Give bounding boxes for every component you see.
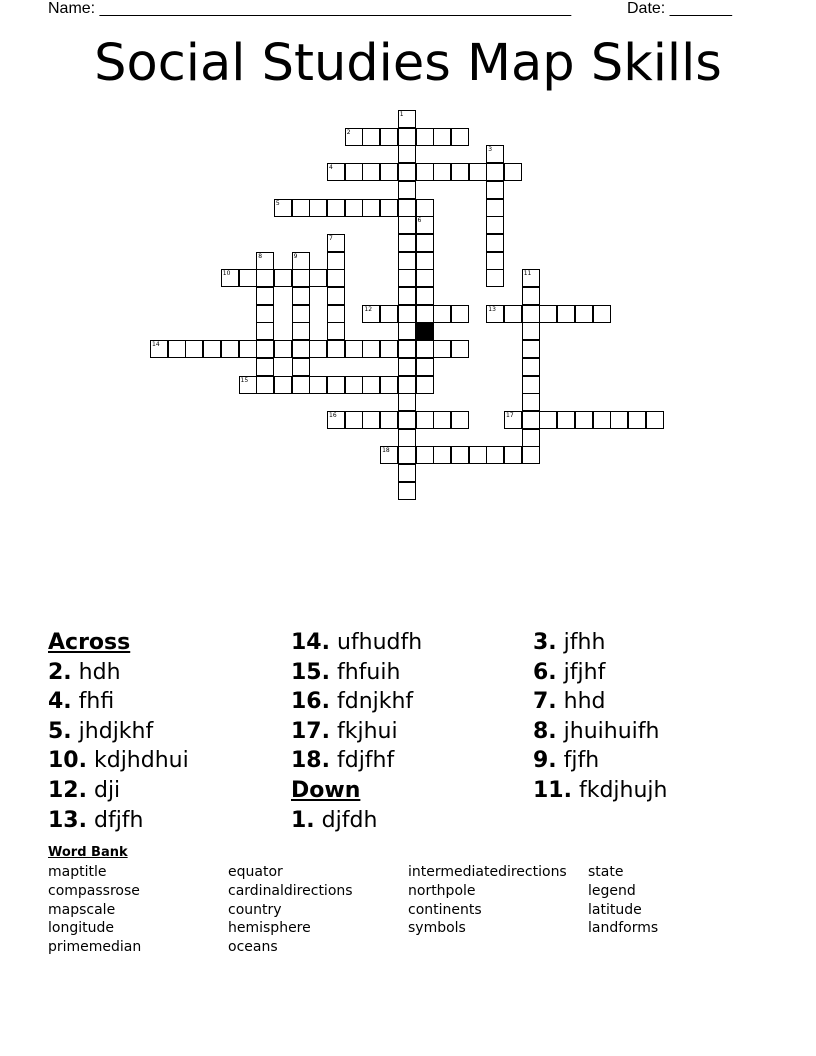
crossword-black-cell xyxy=(416,322,434,340)
word-bank-column-1 xyxy=(48,863,141,957)
crossword-cell[interactable] xyxy=(398,482,416,500)
crossword-cell[interactable] xyxy=(380,199,398,217)
crossword-cell[interactable] xyxy=(398,181,416,199)
crossword-cell[interactable] xyxy=(327,234,345,252)
crossword-cell[interactable] xyxy=(327,305,345,323)
word-bank-item: legend xyxy=(588,882,636,899)
clue-across-13: 13. dfjfh xyxy=(48,807,144,833)
clue-down-8: 8. jhuihuifh xyxy=(533,718,660,744)
crossword-cell[interactable] xyxy=(292,287,310,305)
crossword-cell[interactable] xyxy=(380,376,398,394)
clue-number: 7 xyxy=(329,234,333,242)
date-field[interactable]: Date: _______ xyxy=(627,0,732,17)
clues-column-3 xyxy=(533,628,668,806)
crossword-cell[interactable] xyxy=(451,411,469,429)
crossword-cell[interactable] xyxy=(398,110,416,128)
crossword-cell[interactable] xyxy=(327,287,345,305)
crossword-cell[interactable] xyxy=(185,340,203,358)
crossword-cell[interactable] xyxy=(150,340,168,358)
crossword-cell[interactable] xyxy=(398,376,416,394)
crossword-cell[interactable] xyxy=(398,305,416,323)
crossword-cell[interactable] xyxy=(433,340,451,358)
crossword-cell[interactable] xyxy=(362,199,380,217)
clue-number: 11 xyxy=(523,270,532,278)
crossword-cell[interactable] xyxy=(309,376,327,394)
crossword-cell[interactable] xyxy=(327,322,345,340)
clue-number: 5 xyxy=(275,199,280,207)
crossword-cell[interactable] xyxy=(292,269,310,287)
word-bank-item: oceans xyxy=(228,939,278,956)
clue-across-18: 18. fdjfhf xyxy=(291,748,395,774)
crossword-cell[interactable] xyxy=(593,305,611,323)
crossword-cell[interactable] xyxy=(504,411,522,429)
crossword-cell[interactable] xyxy=(274,340,292,358)
crossword-cell[interactable] xyxy=(416,252,434,270)
clue-number: 10 xyxy=(222,270,231,278)
crossword-cell[interactable] xyxy=(327,163,345,181)
crossword-cell[interactable] xyxy=(522,411,540,429)
crossword-cell[interactable] xyxy=(380,340,398,358)
crossword-cell[interactable] xyxy=(380,163,398,181)
crossword-cell[interactable] xyxy=(504,446,522,464)
word-bank-item: symbols xyxy=(408,920,466,937)
crossword-cell[interactable] xyxy=(256,269,274,287)
crossword-cell[interactable] xyxy=(362,340,380,358)
clue-down-3: 3. jfhh xyxy=(533,630,606,655)
crossword-cell[interactable] xyxy=(327,376,345,394)
clue-number: 15 xyxy=(240,376,249,384)
word-bank-column-4 xyxy=(588,863,658,938)
clue-across-2: 2. hdh xyxy=(48,659,121,685)
word-bank-item: state xyxy=(588,864,624,880)
word-bank-item: northpole xyxy=(408,882,476,899)
clue-number: 12 xyxy=(364,305,373,313)
crossword-cell[interactable] xyxy=(433,128,451,146)
clue-number: 9 xyxy=(293,252,298,260)
crossword-cell[interactable] xyxy=(362,305,380,323)
crossword-cell[interactable] xyxy=(398,199,416,217)
crossword-cell[interactable] xyxy=(398,145,416,163)
clue-number: 2 xyxy=(346,128,351,136)
crossword-cell[interactable] xyxy=(522,305,540,323)
crossword-cell[interactable] xyxy=(593,411,611,429)
crossword-cell[interactable] xyxy=(380,305,398,323)
clue-number: 14 xyxy=(152,341,160,349)
crossword-cell[interactable] xyxy=(433,163,451,181)
crossword-cell[interactable] xyxy=(256,358,274,376)
crossword-grid xyxy=(0,0,816,520)
crossword-cell[interactable] xyxy=(274,376,292,394)
crossword-cell[interactable] xyxy=(522,340,540,358)
crossword-cell[interactable] xyxy=(486,234,504,252)
clue-number: 18 xyxy=(382,447,390,455)
word-bank-item: compassrose xyxy=(48,882,140,899)
crossword-cell[interactable] xyxy=(398,287,416,305)
crossword-cell[interactable] xyxy=(469,163,487,181)
crossword-cell[interactable] xyxy=(398,216,416,234)
crossword-cell[interactable] xyxy=(522,322,540,340)
crossword-cell[interactable] xyxy=(221,269,239,287)
crossword-cell[interactable] xyxy=(486,163,504,181)
crossword-cell[interactable] xyxy=(380,128,398,146)
crossword-cell[interactable] xyxy=(522,446,540,464)
crossword-cell[interactable] xyxy=(433,446,451,464)
crossword-cell[interactable] xyxy=(203,340,221,358)
crossword-cell[interactable] xyxy=(274,199,292,217)
crossword-cell[interactable] xyxy=(327,252,345,270)
crossword-cell[interactable] xyxy=(416,305,434,323)
clue-number: 8 xyxy=(258,252,263,260)
crossword-cell[interactable] xyxy=(256,287,274,305)
word-bank-item: cardinaldirections xyxy=(228,882,353,899)
crossword-cell[interactable] xyxy=(451,305,469,323)
crossword-cell[interactable] xyxy=(416,234,434,252)
name-field[interactable]: Name: _____________________________________________________ xyxy=(48,0,572,17)
crossword-cell[interactable] xyxy=(522,393,540,411)
crossword-cell[interactable] xyxy=(628,411,646,429)
clue-number: 16 xyxy=(329,411,337,419)
crossword-cell[interactable] xyxy=(522,429,540,447)
word-bank-item: primemedian xyxy=(48,939,142,956)
word-bank-item: longitude xyxy=(48,920,114,937)
crossword-cell[interactable] xyxy=(486,199,504,217)
crossword-cell[interactable] xyxy=(416,287,434,305)
crossword-cell[interactable] xyxy=(469,446,487,464)
crossword-cell[interactable] xyxy=(380,446,398,464)
crossword-cell[interactable] xyxy=(416,269,434,287)
crossword-cell[interactable] xyxy=(398,340,416,358)
crossword-cell[interactable] xyxy=(274,269,292,287)
crossword-cell[interactable] xyxy=(292,376,310,394)
word-bank-column-3 xyxy=(408,863,567,938)
crossword-cell[interactable] xyxy=(292,252,310,270)
crossword-cell[interactable] xyxy=(416,199,434,217)
crossword-cell[interactable] xyxy=(416,411,434,429)
crossword-cell[interactable] xyxy=(362,128,380,146)
crossword-cell[interactable] xyxy=(398,464,416,482)
crossword-cell[interactable] xyxy=(362,163,380,181)
crossword-cell[interactable] xyxy=(416,358,434,376)
crossword-cell[interactable] xyxy=(309,199,327,217)
crossword-cell[interactable] xyxy=(398,393,416,411)
crossword-cell[interactable] xyxy=(327,269,345,287)
crossword-cell[interactable] xyxy=(416,163,434,181)
crossword-cell[interactable] xyxy=(398,128,416,146)
crossword-cell[interactable] xyxy=(451,340,469,358)
word-bank-column-2 xyxy=(228,863,353,957)
crossword-cell[interactable] xyxy=(398,411,416,429)
word-bank-item: latitude xyxy=(588,901,642,918)
clue-down-1: 1. djfdh xyxy=(291,807,378,833)
crossword-cell[interactable] xyxy=(398,163,416,181)
crossword-cell[interactable] xyxy=(433,411,451,429)
across-heading: Across xyxy=(48,630,131,655)
clue-across-14: 14. ufhudfh xyxy=(291,630,423,655)
crossword-cell[interactable] xyxy=(522,287,540,305)
word-bank-title: Word Bank xyxy=(48,845,128,860)
clue-down-11: 11. fkdjhujh xyxy=(533,777,668,803)
crossword-cell[interactable] xyxy=(504,163,522,181)
clue-across-4: 4. fhfi xyxy=(48,689,115,715)
clue-number: 4 xyxy=(329,164,333,172)
crossword-cell[interactable] xyxy=(345,128,363,146)
crossword-cell[interactable] xyxy=(575,305,593,323)
clue-across-16: 16. fdnjkhf xyxy=(291,689,414,715)
crossword-cell[interactable] xyxy=(416,376,434,394)
clue-across-10: 10. kdjhdhui xyxy=(48,748,189,774)
word-bank-item: maptitle xyxy=(48,864,107,880)
crossword-cell[interactable] xyxy=(256,252,274,270)
word-bank-item: equator xyxy=(228,864,283,880)
crossword-cell[interactable] xyxy=(398,269,416,287)
crossword-cell[interactable] xyxy=(292,322,310,340)
crossword-cell[interactable] xyxy=(292,305,310,323)
crossword-cell[interactable] xyxy=(451,128,469,146)
crossword-cell[interactable] xyxy=(451,446,469,464)
clue-down-7: 7. hhd xyxy=(533,689,606,715)
crossword-cell[interactable] xyxy=(327,411,345,429)
crossword-cell[interactable] xyxy=(239,376,257,394)
clue-number: 13 xyxy=(488,305,496,313)
crossword-cell[interactable] xyxy=(416,216,434,234)
page-title: Social Studies Map Skills xyxy=(94,34,722,93)
crossword-cell[interactable] xyxy=(362,411,380,429)
word-bank-item: country xyxy=(228,901,282,918)
crossword-cell[interactable] xyxy=(539,411,557,429)
crossword-cell[interactable] xyxy=(486,181,504,199)
crossword-cell[interactable] xyxy=(345,376,363,394)
crossword-cell[interactable] xyxy=(292,199,310,217)
crossword-cell[interactable] xyxy=(168,340,186,358)
crossword-cell[interactable] xyxy=(486,305,504,323)
crossword-cell[interactable] xyxy=(327,340,345,358)
word-bank-item: continents xyxy=(408,901,482,918)
crossword-cell[interactable] xyxy=(646,411,664,429)
crossword-cell[interactable] xyxy=(256,305,274,323)
crossword-cell[interactable] xyxy=(327,199,345,217)
crossword-cell[interactable] xyxy=(345,340,363,358)
crossword-cell[interactable] xyxy=(398,234,416,252)
clue-number: 17 xyxy=(506,411,514,419)
crossword-cell[interactable] xyxy=(451,163,469,181)
crossword-cell[interactable] xyxy=(486,216,504,234)
crossword-cell[interactable] xyxy=(539,305,557,323)
crossword-cell[interactable] xyxy=(380,411,398,429)
crossword-cell[interactable] xyxy=(575,411,593,429)
crossword-cell[interactable] xyxy=(416,446,434,464)
crossword-cell[interactable] xyxy=(486,252,504,270)
crossword-cell[interactable] xyxy=(610,411,628,429)
crossword-cell[interactable] xyxy=(345,199,363,217)
crossword-cell[interactable] xyxy=(398,446,416,464)
crossword-cell[interactable] xyxy=(557,305,575,323)
crossword-cell[interactable] xyxy=(416,128,434,146)
crossword-cell[interactable] xyxy=(522,358,540,376)
crossword-cell[interactable] xyxy=(504,305,522,323)
crossword-cell[interactable] xyxy=(345,163,363,181)
word-bank-item: hemisphere xyxy=(228,920,311,937)
crossword-cell[interactable] xyxy=(345,411,363,429)
clue-across-5: 5. jhdjkhf xyxy=(48,718,154,744)
crossword-cell[interactable] xyxy=(398,358,416,376)
clue-number: 1 xyxy=(399,111,404,118)
crossword-cell[interactable] xyxy=(256,340,274,358)
clue-number: 6 xyxy=(417,217,422,225)
clue-across-15: 15. fhfuih xyxy=(291,659,401,685)
crossword-cell[interactable] xyxy=(398,322,416,340)
clue-number: 3 xyxy=(488,146,493,154)
clue-across-12: 12. dji xyxy=(48,777,121,803)
crossword-cell[interactable] xyxy=(309,269,327,287)
crossword-cell[interactable] xyxy=(256,322,274,340)
word-bank-item: mapscale xyxy=(48,901,116,918)
crossword-cell[interactable] xyxy=(557,411,575,429)
clues-column-2 xyxy=(291,628,422,835)
word-bank-item: intermediatedirections xyxy=(408,864,567,880)
crossword-cell[interactable] xyxy=(292,340,310,358)
crossword-cell[interactable] xyxy=(309,340,327,358)
crossword-cell[interactable] xyxy=(256,376,274,394)
crossword-cell[interactable] xyxy=(486,269,504,287)
clues-column-1 xyxy=(48,628,189,835)
crossword-cell[interactable] xyxy=(433,305,451,323)
clue-across-17: 17. fkjhui xyxy=(291,718,398,744)
crossword-cell[interactable] xyxy=(239,269,257,287)
crossword-cell[interactable] xyxy=(486,446,504,464)
crossword-cell[interactable] xyxy=(522,269,540,287)
down-heading: Down xyxy=(291,777,361,803)
crossword-cell[interactable] xyxy=(398,252,416,270)
crossword-cell[interactable] xyxy=(398,429,416,447)
crossword-cell[interactable] xyxy=(221,340,239,358)
crossword-cell[interactable] xyxy=(416,340,434,358)
crossword-cell[interactable] xyxy=(292,358,310,376)
crossword-cell[interactable] xyxy=(486,145,504,163)
crossword-cell[interactable] xyxy=(239,340,257,358)
word-bank-item: landforms xyxy=(588,920,659,937)
crossword-cell[interactable] xyxy=(522,376,540,394)
clue-down-9: 9. fjfh xyxy=(533,748,600,774)
clue-down-6: 6. jfjhf xyxy=(533,659,606,685)
crossword-cell[interactable] xyxy=(362,376,380,394)
